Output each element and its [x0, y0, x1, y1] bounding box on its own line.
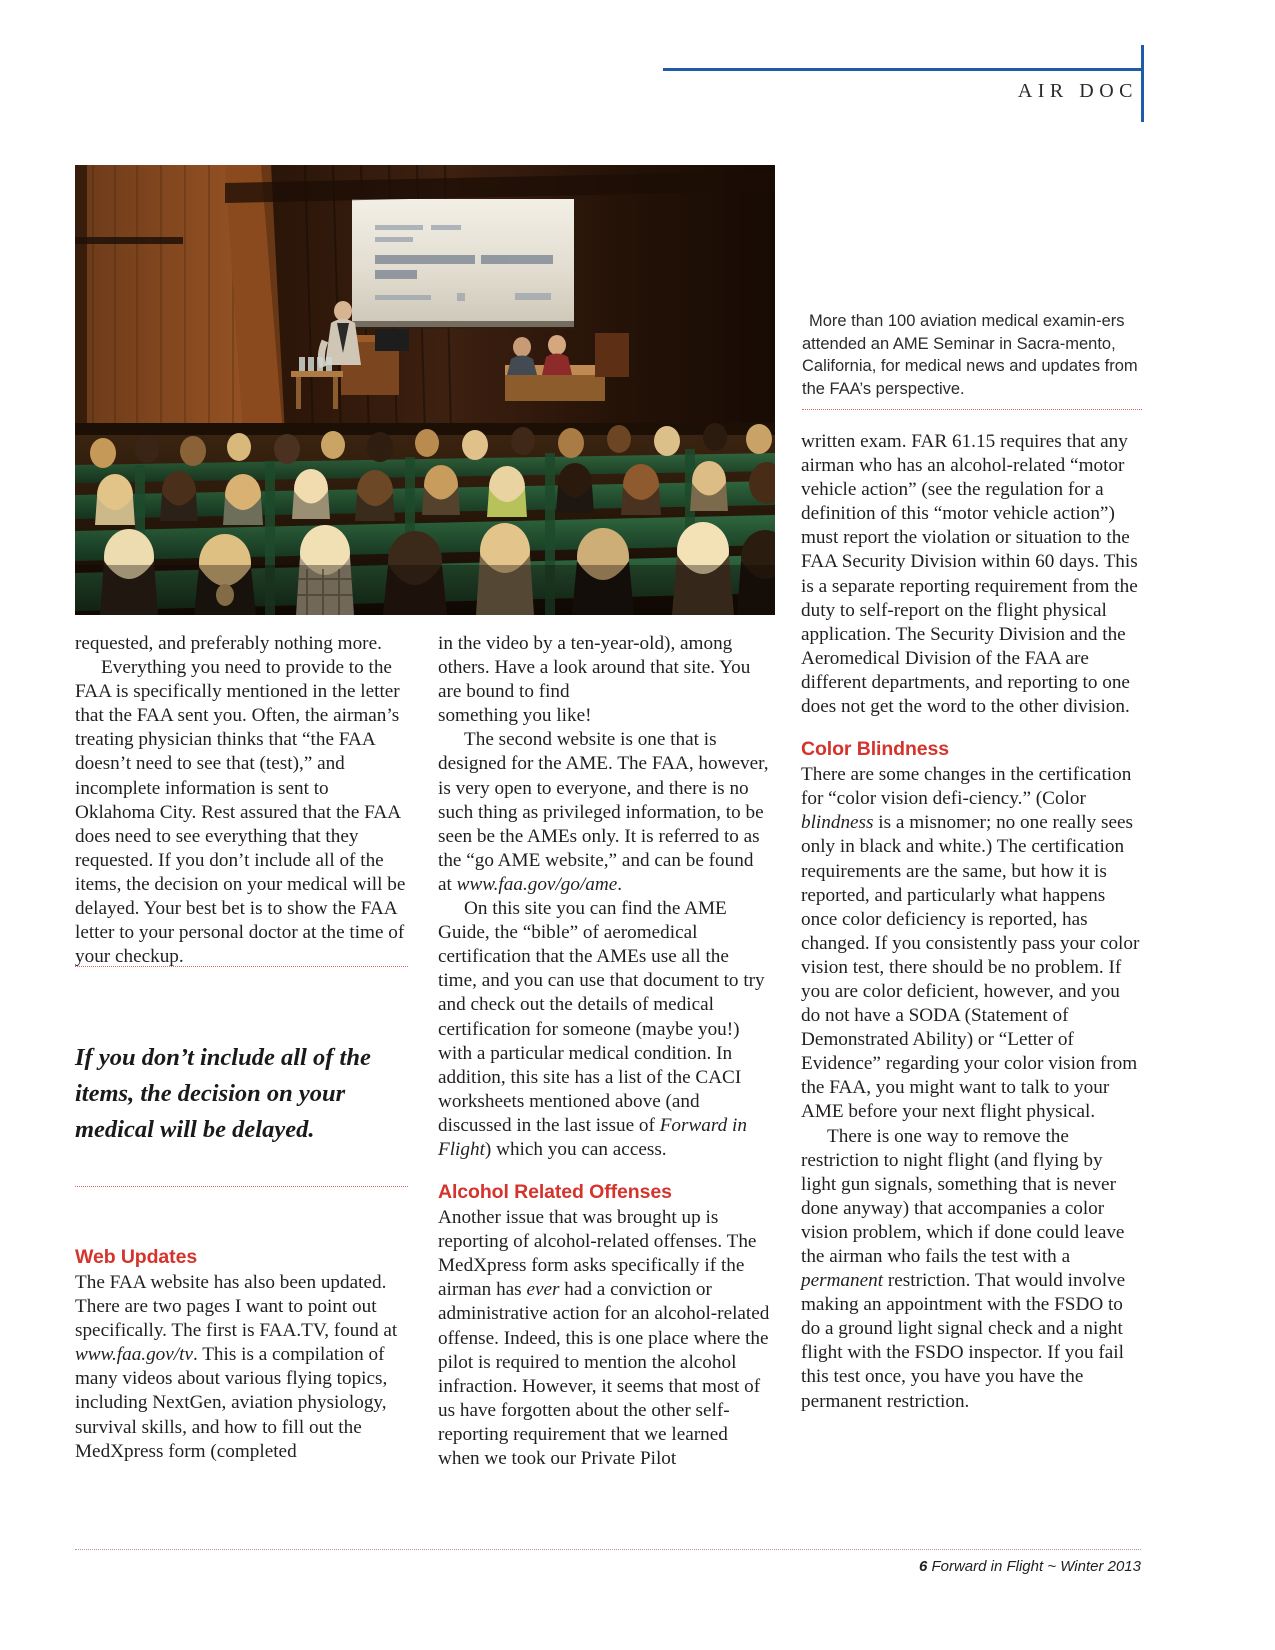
text-column-1	[75, 632, 408, 969]
page-header	[0, 0, 1275, 150]
paragraph	[75, 1271, 408, 1464]
section-heading-color-blindness: Color Blindness	[801, 738, 950, 761]
paragraph	[801, 1125, 1141, 1414]
paragraph: Everything you need to provide to the FAA is specifically mentioned in the letter that the FAA sent you. Often, the airman’s treating physician thinks that “the FAA doesn’t need to see that (test),” and incomplete information is sent to Oklahoma City. Rest assured that the FAA does need to see everything that they requested. If you don’t include all of the items, the decision on your medical will be delayed. Your best bet is to show the FAA letter to your personal doctor at the time of your checkup.	[75, 657, 406, 968]
paragraph	[438, 728, 771, 897]
alcohol-text-a: Another issue that was brought up is reporting of alcohol-related offenses. The MedXpress form asks specifically if the airman has	[438, 1207, 757, 1301]
paragraph: in the video by a ten-year-old), among others. Have a look around that site. You are bound to find	[438, 633, 751, 703]
restriction-text-b: restriction. That would involve making an appointment with the FSDO to do a ground light signal check and a night flight with the FSDO inspector. If you fail this test once, you have you have the permanent restriction.	[801, 1270, 1126, 1412]
emphasis-ever: ever	[526, 1279, 560, 1301]
separator-below-pullquote	[75, 1186, 408, 1187]
ame-text-a: The second website is one that is designed for the AME. The FAA, however, is very open to everyone, and there is no such thing as privileged information, to be seen be the AMEs only. It is referred to as the “go AME website,” and can be found at	[438, 729, 769, 895]
photo-caption-text: More than 100 aviation medical examin-ers attended an AME Seminar in Sacra-mento, California, for medical news and updates from the FAA’s perspective.	[802, 312, 1138, 398]
alcohol-text-b: had a conviction or administrative action for an alcohol-related offense. Indeed, this is one place where the pilot is required to mention the alcohol infraction. However, it seems that most of us have forgotten about the other self-reporting requirement that we learned when we took our Private Pilot	[438, 1279, 770, 1469]
page-title: AIR DOC	[1017, 80, 1138, 102]
ame-guide-text-a: On this site you can find the AME Guide, the “bible” of aeromedical certification that the AMEs use all the time, and you can use that document to try and check out the details of medical certification for someone (maybe you!) with a particular medical condition. In addition, this site has a list of the CACI worksheets mentioned above (and discussed in the last issue of	[438, 898, 765, 1136]
header-vertical-rule	[1141, 45, 1144, 122]
header-horizontal-rule	[663, 68, 1141, 71]
text-column-2	[438, 632, 771, 1471]
paragraph: requested, and preferably nothing more.	[75, 633, 382, 654]
page-footer	[919, 1558, 1141, 1575]
web-text-a: The FAA website has also been updated. There are two pages I want to point out specifically. The first is FAA.TV, found at	[75, 1272, 398, 1342]
restriction-text-a: There is one way to remove the restriction to night flight (and flying by light gun signals, something that is never done anyway) that accompanies a color vision problem, which if done could leave the airman who fails the test with a	[801, 1125, 1125, 1267]
publication-name: Forward in Flight ~ Winter 2013	[927, 1558, 1141, 1575]
emphasis-permanent: permanent	[801, 1270, 884, 1292]
go-ame-url[interactable]: www.faa.gov/go/ame	[456, 873, 618, 895]
web-updates-section	[75, 1245, 408, 1464]
seminar-photo-artwork	[75, 165, 775, 615]
separator-above-pullquote	[75, 966, 408, 967]
publication-reference: Forward in Flight	[438, 1114, 747, 1160]
paragraph	[801, 763, 1141, 1124]
ame-text-b: .	[617, 873, 623, 895]
pull-quote: If you don’t include all of the items, the decision on your medical will be delayed.	[75, 1044, 371, 1143]
caption-divider	[802, 409, 1142, 410]
section-heading-alcohol-related-offenses: Alcohol Related Offenses	[438, 1181, 672, 1204]
section-heading-web-updates: Web Updates	[75, 1246, 198, 1268]
paragraph	[438, 1206, 771, 1471]
colorblind-text-b: is a misnomer; no one really sees only in black and white.) The certification requirements are the same, but how it is reported, and particularly what happens once color deficiency is reported, has changed. If you consistently pass your color vision test, there should be no problem. If you are color deficient, however, and you do not have a SODA (Statement of Demonstrated Ability) or “Letter of Evidence” regarding your color vision from the FAA, you might want to talk to your AME before your next flight physical.	[801, 812, 1140, 1123]
text-column-3	[801, 430, 1141, 1414]
page-number: 6	[918, 1558, 928, 1575]
faa-tv-url[interactable]: www.faa.gov/tv	[75, 1344, 193, 1366]
seminar-photo	[75, 165, 775, 615]
paragraph: something you like!	[438, 705, 592, 727]
photo-caption	[802, 310, 1142, 410]
colorblind-text-a: There are some changes in the certification for “color vision defi-ciency.” (Color	[801, 764, 1132, 810]
footer-divider	[75, 1549, 1141, 1550]
paragraph	[438, 897, 771, 1162]
ame-guide-text-b: ) which you can access.	[484, 1138, 667, 1160]
web-text-b: . This is a compilation of many videos about various flying topics, including NextGen, aviation physiology, survival skills, and how to fill out the MedXpress form (completed	[75, 1344, 388, 1462]
paragraph: written exam. FAR 61.15 requires that any airman who has an alcohol-related “motor vehicle action” (see the regulation for a definition of this “motor vehicle action”) must report the violation or situation to the FAA Security Division within 60 days. This is a separate reporting requirement from the duty to self-report on the flight physical application. The Security Division and the Aeromedical Division of the FAA are different departments, and reporting to one does not get the word to the other division.	[801, 431, 1138, 718]
emphasis-blindness: blindness	[801, 812, 874, 834]
